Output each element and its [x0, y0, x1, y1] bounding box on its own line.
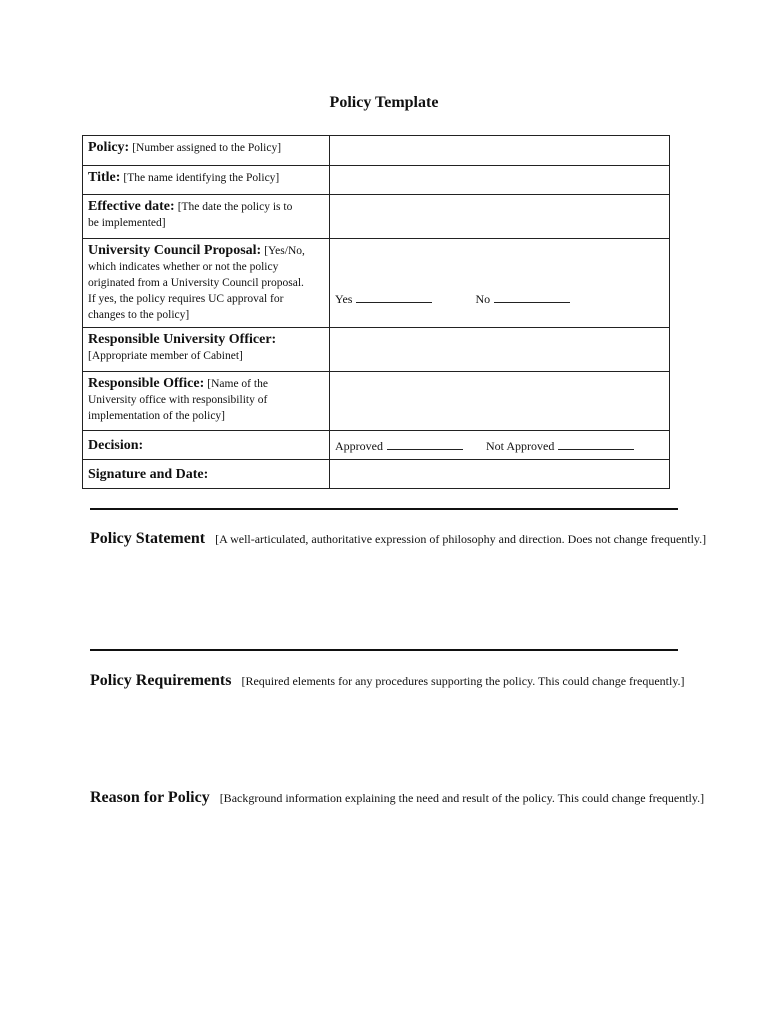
yes-blank[interactable] — [356, 290, 432, 303]
policy-hint: [Number assigned to the Policy] — [132, 142, 282, 154]
table-row-policy — [83, 136, 670, 166]
council-value-cell — [330, 239, 670, 328]
policy-requirements-heading: Policy Requirements — [90, 672, 232, 689]
effective-date-label-cell — [83, 195, 330, 239]
decision-label: Decision: — [88, 437, 144, 453]
office-hint-2: University office with responsibility of — [88, 394, 268, 406]
council-label: University Council Proposal: — [88, 243, 262, 258]
signature-value-cell[interactable] — [330, 460, 670, 489]
effective-date-hint-2: be implemented] — [88, 217, 166, 229]
decision-value-cell — [330, 431, 670, 460]
title-hint: [The name identifying the Policy] — [123, 172, 280, 184]
policy-label: Policy: — [88, 140, 130, 155]
policy-statement-desc: [A well-articulated, authoritative expression of philosophy and direction. Does not change frequently.] — [215, 532, 707, 546]
officer-hint: [Appropriate member of Cabinet] — [88, 350, 243, 362]
council-hint-2: which indicates whether or not the policy — [88, 261, 279, 273]
yes-label: Yes — [335, 292, 353, 306]
council-label-cell — [83, 239, 330, 328]
policy-label-cell — [83, 136, 330, 166]
signature-label: Signature and Date: — [88, 466, 209, 482]
council-hint-3: originated from a University Council proposal. — [88, 277, 304, 289]
decision-label-cell — [83, 431, 330, 460]
officer-label: Responsible University Officer: — [88, 332, 277, 347]
table-row-officer — [83, 328, 670, 372]
divider-rule-1 — [90, 508, 678, 510]
approved-label: Approved — [335, 438, 383, 453]
table-row-title — [83, 166, 670, 195]
table-row-effective-date — [83, 195, 670, 239]
effective-date-label: Effective date: — [88, 199, 175, 214]
effective-date-hint-1: [The date the policy is to — [177, 201, 293, 213]
policy-statement-heading: Policy Statement — [90, 530, 206, 547]
table-row-office — [83, 372, 670, 431]
council-hint-5: changes to the policy] — [88, 309, 190, 321]
policy-info-table — [82, 135, 670, 489]
table-row-decision — [83, 431, 670, 460]
title-value-cell[interactable] — [330, 166, 670, 195]
effective-date-value-cell[interactable] — [330, 195, 670, 239]
reason-desc: [Background information explaining the need and result of the policy. This could change frequently.] — [219, 791, 705, 805]
policy-requirements-desc: [Required elements for any procedures supporting the policy. This could change frequently.] — [241, 674, 685, 688]
reason-section — [90, 789, 704, 807]
page-title: Policy Template — [329, 94, 439, 111]
title-label-cell — [83, 166, 330, 195]
office-label-cell — [83, 372, 330, 431]
policy-value-cell[interactable] — [330, 136, 670, 166]
not-approved-blank[interactable] — [558, 437, 634, 450]
no-label: No — [475, 292, 491, 306]
council-hint-1: [Yes/No, — [264, 245, 305, 257]
approved-blank[interactable] — [387, 437, 463, 450]
officer-label-cell — [83, 328, 330, 372]
divider-rule-2 — [90, 649, 678, 651]
signature-label-cell — [83, 460, 330, 489]
table-row-council-proposal — [83, 239, 670, 328]
officer-value-cell[interactable] — [330, 328, 670, 372]
reason-heading: Reason for Policy — [90, 789, 210, 806]
no-blank[interactable] — [494, 290, 570, 303]
not-approved-label: Not Approved — [486, 438, 555, 453]
office-hint-1: [Name of the — [207, 378, 268, 390]
council-hint-4: If yes, the policy requires UC approval for — [88, 293, 284, 305]
office-label: Responsible Office: — [88, 376, 205, 391]
title-label: Title: — [88, 170, 121, 185]
table-row-signature — [83, 460, 670, 489]
office-value-cell[interactable] — [330, 372, 670, 431]
policy-requirements-section — [90, 672, 685, 690]
office-hint-3: implementation of the policy] — [88, 410, 226, 422]
policy-statement-section — [90, 530, 706, 548]
